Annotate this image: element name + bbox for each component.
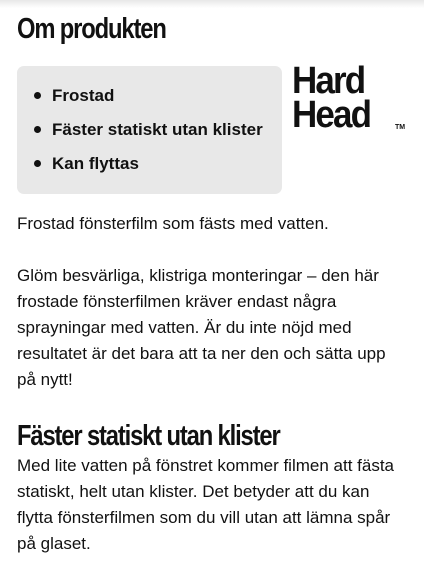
feature-label: Kan flyttas [52, 154, 139, 173]
feature-highlight-box [17, 66, 282, 194]
intro-paragraph: Frostad fönsterfilm som fästs med vatten. [17, 214, 329, 233]
feature-item-static-cling [34, 119, 282, 153]
static-cling-paragraph: Med lite vatten på fönstret kommer filmen att fästa statiskt, helt utan klister. Det betyder att du kan flytta fönsterfilmen som du vill utan att lämna spår på glaset. [17, 456, 394, 553]
mounting-paragraph: Glöm besvärliga, klistriga monteringar – den här frostade fönsterfilmen kräver endast några sprayningar med vatten. Är du inte nöjd med resultatet är det bara att ta ner den och sätta upp på nytt! [17, 266, 386, 389]
bullet-icon [34, 160, 41, 167]
trademark-symbol: TM [395, 124, 406, 131]
bullet-icon [34, 92, 41, 99]
hard-head-brand-logo [292, 60, 408, 136]
feature-label: Fäster statiskt utan klister [52, 120, 263, 139]
feature-item-frosted [34, 85, 282, 119]
bullet-icon [34, 126, 41, 133]
top-edge-shadow [0, 0, 424, 8]
feature-label: Frostad [52, 86, 115, 105]
feature-item-removable [34, 153, 282, 187]
logo-word-hard: Hard [292, 60, 365, 102]
static-cling-title: Fäster statiskt utan klister [17, 420, 280, 452]
about-product-title: Om produkten [17, 13, 166, 45]
feature-list [34, 85, 282, 187]
logo-word-head: Head [292, 94, 371, 136]
